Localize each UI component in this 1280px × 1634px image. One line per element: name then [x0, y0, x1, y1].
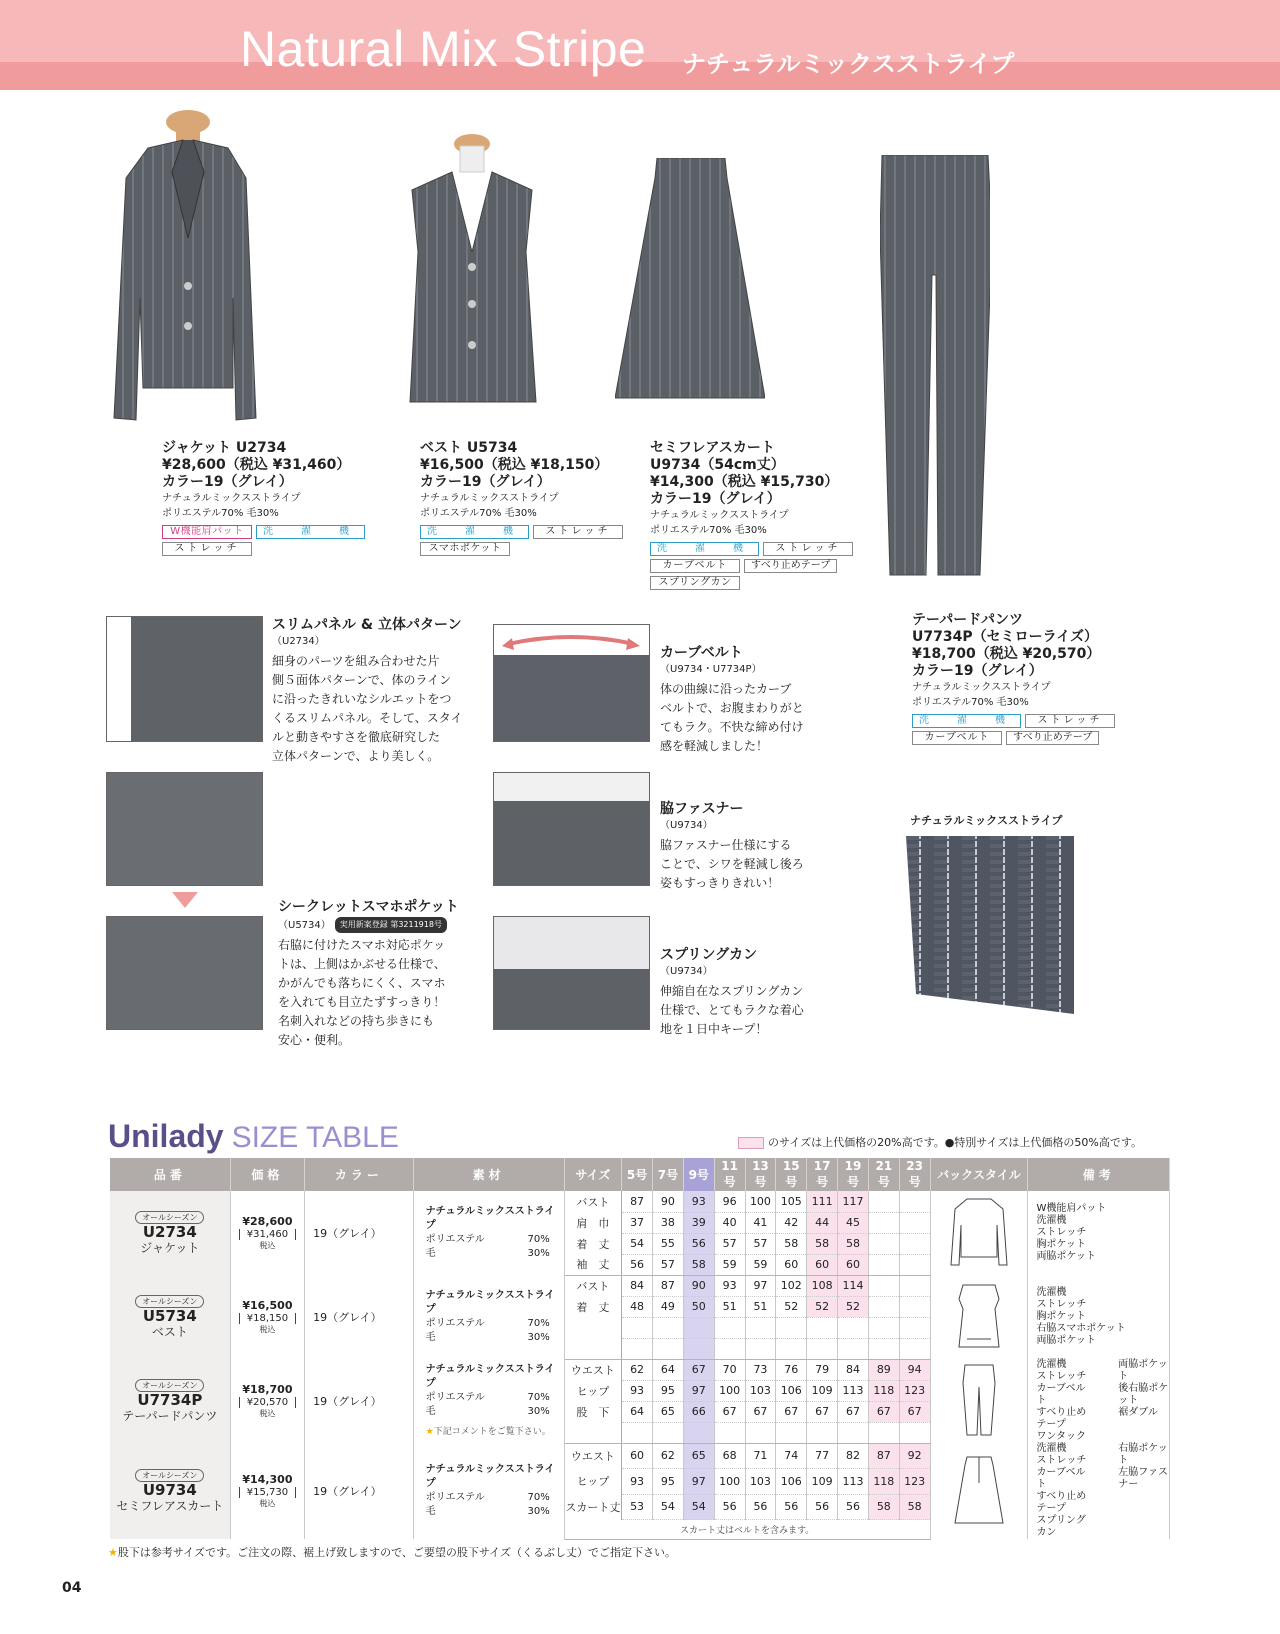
size-value: 57 — [652, 1254, 683, 1275]
size-value: 82 — [838, 1443, 869, 1469]
size-value: 109 — [807, 1380, 838, 1401]
size-value: 103 — [745, 1469, 776, 1495]
size-value: 56 — [776, 1494, 807, 1520]
size-value — [899, 1233, 930, 1254]
product-code: U9734（54cm丈） — [650, 457, 785, 473]
size-value: 100 — [745, 1191, 776, 1212]
size-value: 58 — [838, 1233, 869, 1254]
size-value: 65 — [683, 1443, 714, 1469]
product-pants — [912, 612, 1115, 748]
feature-phone-pocket: シークレットスマホポケット （U5734） 実用新案登録 第3211918号 右脇に付けたスマホ対応ポケッ トは、上側はかぶせる仕様で、 かがんでも落ちにくく、スマホ を入れても目立たずすっきり！ 名刺入れなどの持ち歩きにも 安心・便利。 — [278, 899, 459, 1047]
size-value: 70 — [714, 1359, 745, 1380]
size-value: 53 — [622, 1494, 653, 1520]
header-title-en: Natural Mix Stripe — [240, 21, 647, 77]
size-value — [868, 1422, 899, 1443]
size-value: 51 — [745, 1296, 776, 1317]
size-value: 93 — [714, 1275, 745, 1296]
back-style-cell — [930, 1443, 1028, 1539]
size-value: 54 — [683, 1494, 714, 1520]
size-value — [868, 1233, 899, 1254]
size-value: 92 — [899, 1443, 930, 1469]
back-style-vest-icon — [949, 1279, 1009, 1353]
product-fiber: ポリエステル70% 毛30% — [912, 697, 1029, 708]
size-value — [745, 1338, 776, 1359]
size-value — [899, 1212, 930, 1233]
photo-slim-panel — [106, 616, 263, 742]
item-color-cell: 19（グレイ） — [305, 1443, 414, 1539]
size-table — [110, 1158, 1170, 1540]
item-price-cell: ¥28,600 ¥31,460 税込 — [230, 1191, 304, 1275]
size-value: 84 — [622, 1275, 653, 1296]
size-value: 108 — [807, 1275, 838, 1296]
size-value: 71 — [745, 1443, 776, 1469]
size-value: 106 — [776, 1469, 807, 1495]
measure-label — [564, 1422, 621, 1443]
back-style-cell — [930, 1275, 1028, 1359]
size-value: 73 — [745, 1359, 776, 1380]
size-value: 64 — [652, 1359, 683, 1380]
size-value: 123 — [899, 1380, 930, 1401]
item-code-cell: オールシーズン U2734 ジャケット — [110, 1191, 230, 1275]
size-value: 58 — [683, 1254, 714, 1275]
feature-code: （U5734） — [278, 920, 331, 931]
size-value: 111 — [807, 1191, 838, 1212]
tag-stretch: ストレッチ — [162, 542, 252, 556]
item-material-cell: ナチュラルミックスストライプ ポリエステル 70% 毛 30% — [413, 1191, 564, 1275]
size-value — [807, 1422, 838, 1443]
size-value: 54 — [622, 1233, 653, 1254]
size-value: 55 — [652, 1233, 683, 1254]
pink-legend-box — [738, 1137, 764, 1149]
product-code: U7734P（セミローライズ） — [912, 629, 1099, 645]
product-skirt — [650, 440, 853, 593]
size-value: 87 — [652, 1275, 683, 1296]
size-value: 95 — [652, 1380, 683, 1401]
size-value: 37 — [622, 1212, 653, 1233]
size-value: 66 — [683, 1401, 714, 1422]
table-row — [110, 1359, 1170, 1380]
size-table-header: 品番 価格 カラー 素材 サイズ 5号 7号 9号 11号 13号 15号 17号 19号 21号 23号 バックスタイル 備考 — [110, 1158, 1170, 1191]
back-style-cell — [930, 1191, 1028, 1275]
size-value: 48 — [622, 1296, 653, 1317]
size-value: 118 — [868, 1469, 899, 1495]
product-name: ベスト U5734 — [420, 440, 518, 456]
size-value: 40 — [714, 1212, 745, 1233]
table-row — [110, 1275, 1170, 1296]
measure-label: 着 丈 — [564, 1233, 621, 1254]
item-price-cell: ¥16,500 ¥18,150 税込 — [230, 1275, 304, 1359]
measure-label: ヒップ — [564, 1469, 621, 1495]
size-value: 106 — [776, 1380, 807, 1401]
size-value: 89 — [868, 1359, 899, 1380]
size-value: 100 — [714, 1469, 745, 1495]
size-value — [622, 1422, 653, 1443]
photo-phone-pocket-open — [106, 772, 263, 886]
size-value: 93 — [622, 1469, 653, 1495]
jacket-illustration — [108, 108, 263, 438]
size-value — [868, 1275, 899, 1296]
size-value: 67 — [745, 1401, 776, 1422]
measure-label: ヒップ — [564, 1380, 621, 1401]
size-value — [622, 1317, 653, 1338]
size-value: 41 — [745, 1212, 776, 1233]
size-value — [838, 1338, 869, 1359]
size-value — [899, 1338, 930, 1359]
size-value: 60 — [807, 1254, 838, 1275]
tag-spring-hook: スプリングカン — [650, 576, 740, 590]
size-value — [622, 1338, 653, 1359]
size-value — [683, 1422, 714, 1443]
feature-slim-panel: スリムパネル & 立体パターン （U2734） 細身のパーツを組み合わせた片 側５面体パターンで、体のライン に沿ったきれいなシルエットをつ くるスリムパネル。そして、スタイ ルと動きやすさを徹底研究した 立体パターンで、より美しく。 — [272, 617, 463, 763]
size-value: 54 — [652, 1494, 683, 1520]
measure-label: 股 下 — [564, 1401, 621, 1422]
feature-curve-belt: カーブベルト （U9734・U7734P） 体の曲線に沿ったカーブ ベルトで、お腹まわりがと てもラク。不快な締め付け 感を軽減しました！ — [660, 645, 804, 753]
size-value — [899, 1296, 930, 1317]
size-value: 67 — [899, 1401, 930, 1422]
size-value: 114 — [838, 1275, 869, 1296]
arrow-down-icon — [172, 892, 198, 910]
product-price: ¥28,600（税込 ¥31,460） — [162, 457, 351, 473]
size-value: 105 — [776, 1191, 807, 1212]
size-value: 60 — [622, 1443, 653, 1469]
measure-label: バスト — [564, 1191, 621, 1212]
size-value: 67 — [868, 1401, 899, 1422]
size-value — [652, 1422, 683, 1443]
size-value — [868, 1254, 899, 1275]
size-value: 74 — [776, 1443, 807, 1469]
feature-code: （U9734・U7734P） — [660, 664, 762, 675]
size-value — [899, 1317, 930, 1338]
size-value: 57 — [714, 1233, 745, 1254]
item-color-cell: 19（グレイ） — [305, 1275, 414, 1359]
size-value: 58 — [868, 1494, 899, 1520]
tag-washable: 洗 濯 機 — [420, 525, 529, 539]
product-name: テーパードパンツ — [912, 612, 1024, 628]
footnote: ★股下は参考サイズです。ご注文の際、裾上げ致しますので、ご要望の股下サイズ（くるぶし丈）でご指定下さい。 — [108, 1546, 677, 1559]
size-value: 62 — [622, 1359, 653, 1380]
skirt-length-note: スカート丈はベルトを含みます。 — [564, 1520, 930, 1539]
measure-label: 袖 丈 — [564, 1254, 621, 1275]
remarks-cell: 洗濯機 ストレッチ カーブベルト すべり止めテープ ワンタック 両脇ポケット 後右脇ポケット 裾ダブル — [1028, 1359, 1170, 1443]
size-value: 84 — [838, 1359, 869, 1380]
size-value: 59 — [745, 1254, 776, 1275]
photo-phone-pocket-closed — [106, 916, 263, 1030]
page-header — [0, 0, 1280, 90]
size-value — [868, 1338, 899, 1359]
tag-non-slip-tape: すべり止めテープ — [744, 559, 837, 573]
item-code-cell: オールシーズン U9734 セミフレアスカート — [110, 1443, 230, 1539]
size-value: 117 — [838, 1191, 869, 1212]
size-table-heading: SIZE TABLE — [231, 1121, 399, 1154]
measure-label — [564, 1338, 621, 1359]
size-value — [899, 1422, 930, 1443]
item-code-cell: オールシーズン U5734 ベスト — [110, 1275, 230, 1359]
size-value: 68 — [714, 1443, 745, 1469]
product-color: カラー19（グレイ） — [912, 663, 1043, 679]
size-value: 103 — [745, 1380, 776, 1401]
measure-label — [564, 1317, 621, 1338]
size-value — [776, 1422, 807, 1443]
size-value — [868, 1296, 899, 1317]
size-value: 96 — [714, 1191, 745, 1212]
size-value — [868, 1212, 899, 1233]
item-material-cell: ナチュラルミックスストライプ ポリエステル 70% 毛 30% — [413, 1443, 564, 1539]
product-fiber: ポリエステル70% 毛30% — [420, 508, 537, 519]
size-value — [776, 1338, 807, 1359]
size-value: 57 — [745, 1233, 776, 1254]
size-value: 97 — [745, 1275, 776, 1296]
size-value: 56 — [745, 1494, 776, 1520]
product-color: カラー19（グレイ） — [650, 491, 781, 507]
star-icon: ★ — [108, 1546, 118, 1559]
size-value: 52 — [807, 1296, 838, 1317]
photo-spring-hook — [493, 916, 650, 1030]
size-value: 93 — [622, 1380, 653, 1401]
item-code-cell: オールシーズン U7734P テーパードパンツ — [110, 1359, 230, 1443]
feature-code: （U9734） — [660, 966, 713, 977]
size-value: 39 — [683, 1212, 714, 1233]
star-icon: ★ — [425, 1427, 434, 1437]
size-value: 113 — [838, 1469, 869, 1495]
item-color-cell: 19（グレイ） — [305, 1191, 414, 1275]
size-value: 56 — [622, 1254, 653, 1275]
size-value: 67 — [776, 1401, 807, 1422]
header-title-jp: ナチュラルミックスストライプ — [682, 50, 1015, 78]
item-price-cell: ¥18,700 ¥20,570 税込 — [230, 1359, 304, 1443]
skirt-illustration — [615, 158, 765, 408]
size-value: 58 — [776, 1233, 807, 1254]
product-price: ¥16,500（税込 ¥18,150） — [420, 457, 609, 473]
product-color: カラー19（グレイ） — [162, 474, 293, 490]
item-color-cell: 19（グレイ） — [305, 1359, 414, 1443]
feature-title: 脇ファスナー — [660, 801, 744, 817]
vest-illustration — [402, 132, 542, 412]
size-value — [683, 1317, 714, 1338]
feature-title: スプリングカン — [660, 947, 758, 963]
size-value — [714, 1422, 745, 1443]
remarks-cell: 洗濯機 ストレッチ カーブベルト すべり止めテープ スプリングカン 右脇ポケット 左脇ファスナー — [1028, 1443, 1170, 1539]
tag-non-slip-tape: すべり止めテープ — [1006, 731, 1099, 745]
size-value: 87 — [868, 1443, 899, 1469]
size-value: 118 — [868, 1380, 899, 1401]
size-value — [714, 1317, 745, 1338]
size-value — [807, 1338, 838, 1359]
size-value: 90 — [683, 1275, 714, 1296]
size-value — [899, 1275, 930, 1296]
size-value: 102 — [776, 1275, 807, 1296]
tag-stretch: ストレッチ — [533, 525, 623, 539]
measure-label: バスト — [564, 1275, 621, 1296]
remarks-cell: W機能肩パット 洗濯機 ストレッチ 胸ポケット 両脇ポケット — [1028, 1191, 1170, 1275]
size-value: 97 — [683, 1469, 714, 1495]
feature-code: （U2734） — [272, 636, 325, 647]
size-value: 58 — [807, 1233, 838, 1254]
page-number: 04 — [62, 1580, 82, 1596]
item-material-cell: ナチュラルミックスストライプ ポリエステル 70% 毛 30% ★下記コメントをご覧下さい。 — [413, 1359, 564, 1443]
product-price: ¥18,700（税込 ¥20,570） — [912, 646, 1101, 662]
feature-title: カーブベルト — [660, 645, 743, 661]
product-fiber: ポリエステル70% 毛30% — [650, 525, 767, 536]
size-value: 109 — [807, 1469, 838, 1495]
feature-title: シークレットスマホポケット — [278, 899, 459, 915]
size-value: 95 — [652, 1469, 683, 1495]
size-value: 90 — [652, 1191, 683, 1212]
measure-label: ウエスト — [564, 1443, 621, 1469]
item-material-cell: ナチュラルミックスストライプ ポリエステル 70% 毛 30% — [413, 1275, 564, 1359]
size-value — [745, 1317, 776, 1338]
size-value: 87 — [622, 1191, 653, 1212]
size-value: 56 — [714, 1494, 745, 1520]
size-value: 67 — [838, 1401, 869, 1422]
size-value: 50 — [683, 1296, 714, 1317]
item-price-cell: ¥14,300 ¥15,730 税込 — [230, 1443, 304, 1539]
size-value: 113 — [838, 1380, 869, 1401]
product-color: カラー19（グレイ） — [420, 474, 551, 490]
size-value: 77 — [807, 1443, 838, 1469]
measure-label: ウエスト — [564, 1359, 621, 1380]
product-vest — [420, 440, 623, 559]
tag-shoulder-pad: W機能肩パット — [162, 525, 252, 539]
photo-side-zipper — [493, 772, 650, 886]
measure-label: スカート丈 — [564, 1494, 621, 1520]
swatch-label: ナチュラルミックスストライプ — [910, 814, 1063, 827]
feature-spring-hook: スプリングカン （U9734） 伸縮自在なスプリングカン 仕様で、とてもラクな着心 地を１日中キープ！ — [660, 947, 804, 1036]
tag-washable: 洗 濯 機 — [912, 714, 1021, 728]
fabric-swatch — [906, 836, 1074, 1016]
feature-code: （U9734） — [660, 820, 713, 831]
measure-label: 肩 巾 — [564, 1212, 621, 1233]
tag-washable: 洗 濯 機 — [256, 525, 365, 539]
curve-arrow-icon — [502, 630, 640, 652]
size-value: 58 — [899, 1494, 930, 1520]
size-value — [683, 1338, 714, 1359]
table-row — [110, 1443, 1170, 1469]
size-value: 94 — [899, 1359, 930, 1380]
patent-badge: 実用新案登録 第3211918号 — [335, 917, 447, 933]
size-value: 67 — [714, 1401, 745, 1422]
size-value: 56 — [683, 1233, 714, 1254]
size-value: 123 — [899, 1469, 930, 1495]
product-material: ナチュラルミックスストライプ — [650, 510, 789, 521]
size-table-note: のサイズは上代価格の20%高です。●特別サイズは上代価格の50%高です。 — [738, 1134, 1142, 1150]
size-value: 45 — [838, 1212, 869, 1233]
size-value — [868, 1191, 899, 1212]
product-material: ナチュラルミックスストライプ — [912, 682, 1051, 693]
remarks-cell: 洗濯機 ストレッチ 胸ポケット 右脇スマホポケット 両脇ポケット — [1028, 1275, 1170, 1359]
size-value — [807, 1317, 838, 1338]
measure-label: 着 丈 — [564, 1296, 621, 1317]
back-style-jacket-icon — [949, 1195, 1009, 1269]
tag-curve-belt: カーブベルト — [912, 731, 1002, 745]
feature-title: スリムパネル & 立体パターン — [272, 617, 462, 633]
size-value — [714, 1338, 745, 1359]
tag-stretch: ストレッチ — [763, 542, 853, 556]
back-style-cell — [930, 1359, 1028, 1443]
size-value: 62 — [652, 1443, 683, 1469]
size-value: 100 — [714, 1380, 745, 1401]
size-value: 56 — [807, 1494, 838, 1520]
pants-illustration — [880, 155, 990, 585]
tag-washable: 洗 濯 機 — [650, 542, 759, 556]
size-value — [838, 1422, 869, 1443]
back-style-skirt-icon — [949, 1453, 1009, 1527]
size-table-title — [108, 1118, 399, 1155]
product-material: ナチュラルミックスストライプ — [162, 493, 301, 504]
size-value: 67 — [683, 1359, 714, 1380]
size-value — [838, 1317, 869, 1338]
size-value — [899, 1254, 930, 1275]
tag-phone-pocket: スマホポケット — [420, 542, 510, 556]
size-value: 51 — [714, 1296, 745, 1317]
size-value: 79 — [807, 1359, 838, 1380]
size-value: 59 — [714, 1254, 745, 1275]
size-value: 76 — [776, 1359, 807, 1380]
size-table-brand: Unilady — [108, 1118, 224, 1154]
table-row — [110, 1191, 1170, 1212]
product-material: ナチュラルミックスストライプ — [420, 493, 559, 504]
size-value: 44 — [807, 1212, 838, 1233]
size-value: 65 — [652, 1401, 683, 1422]
product-name: ジャケット U2734 — [162, 440, 287, 456]
size-value — [652, 1338, 683, 1359]
size-value: 38 — [652, 1212, 683, 1233]
size-value — [868, 1317, 899, 1338]
product-jacket — [162, 440, 365, 559]
size-value — [745, 1422, 776, 1443]
back-style-pants-icon — [949, 1363, 1009, 1437]
size-value: 42 — [776, 1212, 807, 1233]
size-value — [776, 1317, 807, 1338]
tag-stretch: ストレッチ — [1025, 714, 1115, 728]
size-value: 52 — [776, 1296, 807, 1317]
size-value: 67 — [807, 1401, 838, 1422]
tag-curve-belt: カーブベルト — [650, 559, 740, 573]
size-value: 52 — [838, 1296, 869, 1317]
size-value: 56 — [838, 1494, 869, 1520]
feature-side-zipper: 脇ファスナー （U9734） 脇ファスナー仕様にする ことで、シワを軽減し後ろ 姿もすっきりきれい！ — [660, 801, 804, 890]
size-value: 60 — [838, 1254, 869, 1275]
product-price: ¥14,300（税込 ¥15,730） — [650, 474, 839, 490]
size-value — [899, 1191, 930, 1212]
size-value: 97 — [683, 1380, 714, 1401]
size-value: 49 — [652, 1296, 683, 1317]
size-value: 64 — [622, 1401, 653, 1422]
size-value: 60 — [776, 1254, 807, 1275]
size-value — [652, 1317, 683, 1338]
size-value: 93 — [683, 1191, 714, 1212]
product-fiber: ポリエステル70% 毛30% — [162, 508, 279, 519]
product-name: セミフレアスカート — [650, 440, 775, 456]
